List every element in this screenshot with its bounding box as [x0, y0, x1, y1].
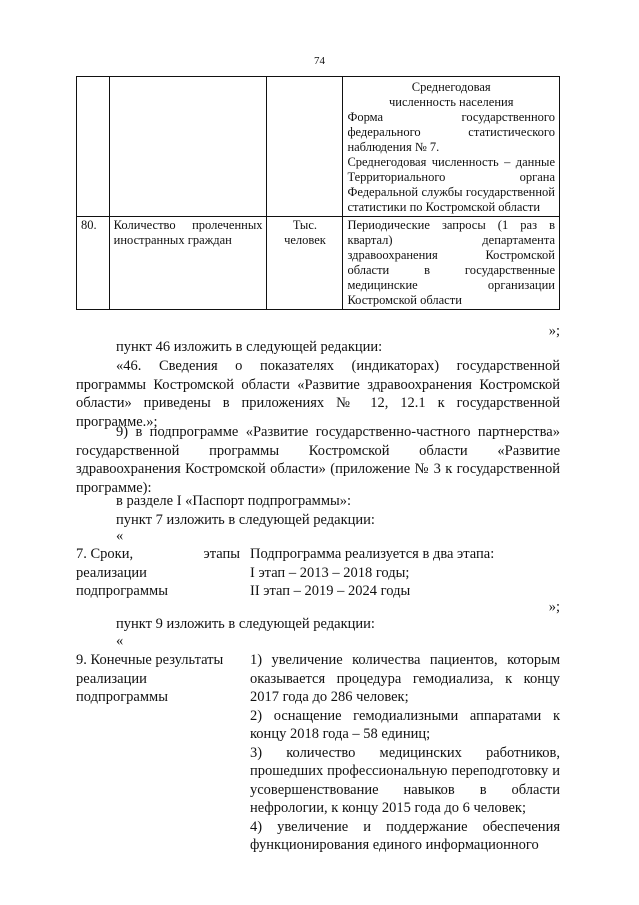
- item-label-line: этапы: [203, 546, 240, 562]
- item-label: [76, 545, 240, 601]
- item-label: [76, 651, 240, 707]
- paragraph: пункт 7 изложить в следующей редакции:: [116, 512, 375, 528]
- table-cell-unit: [267, 77, 343, 217]
- item-label-line: реализации: [76, 564, 147, 581]
- paragraph: пункт 9 изложить в следующей редакции:: [116, 616, 375, 632]
- item-label-line: подпрограммы: [76, 583, 168, 599]
- item-line: Подпрограмма реализуется в два этапа:: [250, 546, 495, 562]
- item-label-line: 7. Сроки,: [76, 546, 134, 562]
- item-label-line: подпрограммы: [76, 689, 168, 705]
- paragraph: в разделе I «Паспорт подпрограммы»:: [116, 493, 352, 509]
- table-row: [77, 217, 560, 310]
- table-cell-name: Количество пролеченных иностранных граждан: [109, 217, 267, 310]
- item-line: 2) оснащение гемодиализными аппаратами к концу 2018 года – 58 единиц;: [250, 707, 560, 742]
- item-line: 1) увеличение количества пациентов, которым оказывается процедура гемодиализа, к концу 2017 года до 286 человек;: [250, 652, 560, 705]
- table-cell-unit: Тыс. человек: [267, 217, 343, 310]
- source-line: численность населения: [388, 95, 514, 109]
- passport-item-7: [76, 545, 560, 605]
- item-line: 3) количество медицинских работников, прошедших профессиональную переподготовку и усовершенствование навыков в области нефрологии, к концу 2015 года до 6 человек;: [250, 744, 560, 816]
- opening-quote: «: [116, 633, 124, 649]
- table-cell-name: [109, 77, 267, 217]
- table-cell-source: [343, 77, 560, 217]
- paragraph: 9) в подпрограмме «Развитие государственно-частного партнерства» государственной программы Костромской области «Развитие здравоохранения Костромской области» (приложение № 3 к государственной программе):: [76, 424, 560, 496]
- item-label-line: 9. Конечные результаты: [76, 652, 224, 668]
- source-line: Среднегодовая численность – данные Территориального органа Федеральной службы государственной статистики по Костромской области: [347, 155, 555, 214]
- table-row: [77, 77, 560, 217]
- paragraph: «46. Сведения о показателях (индикаторах) государственной программы Костромской области «Развитие здравоохранения Костромской области» приведены в приложениях № 12, 12.1 к государственной программе.»;: [76, 358, 560, 430]
- item-line: I этап – 2013 – 2018 годы;: [250, 564, 410, 581]
- source-line: Среднегодовая: [411, 80, 491, 94]
- table-cell-num: 80.: [77, 217, 110, 310]
- opening-quote: «: [116, 528, 124, 544]
- indicators-table: [76, 76, 560, 310]
- closing-quote: »;: [548, 323, 560, 339]
- closing-quote: »;: [548, 599, 560, 615]
- item-content: [250, 651, 560, 855]
- table-cell-source: Периодические запросы (1 раз в квартал) департамента здравоохранения Костромской области в государственные медицинские организации Костромской области: [343, 217, 560, 310]
- table-cell-num: [77, 77, 110, 217]
- passport-item-9: [76, 651, 560, 866]
- item-content: [250, 545, 560, 601]
- page-number: 74: [314, 55, 325, 67]
- source-line: Форма государственного федерального статистического наблюдения № 7.: [347, 110, 555, 154]
- item-line: 4) увеличение и поддержание обеспечения функционирования единого информационного: [250, 818, 560, 853]
- item-line: II этап – 2019 – 2024 годы: [250, 583, 411, 599]
- item-label-line: реализации: [76, 670, 147, 687]
- paragraph: пункт 46 изложить в следующей редакции:: [116, 339, 383, 355]
